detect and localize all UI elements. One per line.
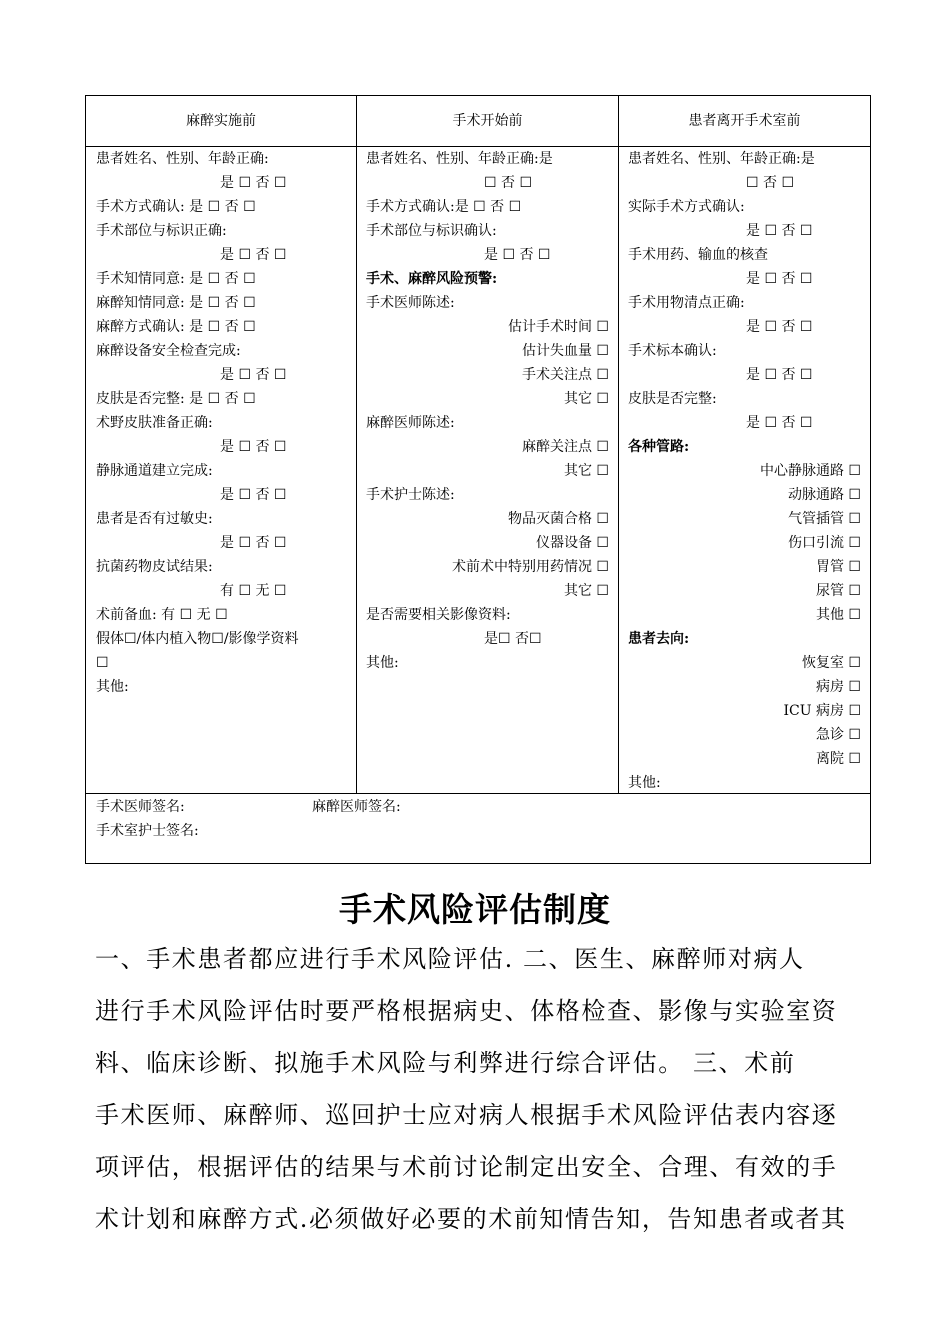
checklist-line: 手术标本确认:	[628, 343, 717, 359]
anesthetist-signature-label: 麻醉医师签名:	[312, 799, 401, 815]
policy-line: 料、临床诊断、拟施手术风险与利弊进行综合评估。 三、术前	[95, 1049, 796, 1077]
surgeon-signature-label: 手术医师签名:	[96, 799, 185, 815]
checklist-line: 其他:	[96, 679, 129, 695]
checklist-line: 其他:	[366, 655, 399, 671]
checklist-line: 假体☐/体内植入物☐/影像学资料	[96, 631, 299, 647]
checklist-line: 手术方式确认: 是 ☐ 否 ☐	[96, 199, 256, 215]
checklist-line: 其它 ☐	[563, 583, 609, 599]
checklist-line: 患者姓名、性别、年龄正确:是	[366, 151, 553, 167]
checklist-line: 其他:	[628, 775, 661, 791]
header-before-leaving-or: 患者离开手术室前	[688, 113, 801, 129]
checklist-line: ☐ 否 ☐	[746, 175, 795, 191]
checklist-line: 是 ☐ 否 ☐	[220, 175, 287, 191]
checklist-line: ☐ 否 ☐	[484, 175, 533, 191]
checklist-line: 动脉通路 ☐	[787, 487, 861, 503]
policy-line: 项评估，根据评估的结果与术前讨论制定出安全、合理、有效的手	[95, 1153, 838, 1181]
checklist-line: ICU 病房 ☐	[783, 703, 861, 719]
checklist-line: 离院 ☐	[815, 751, 861, 767]
checklist-line: 手术方式确认:是 ☐ 否 ☐	[366, 199, 522, 215]
checklist-line: 中心静脉通路 ☐	[759, 463, 861, 479]
header-before-surgery: 手术开始前	[452, 113, 523, 129]
checklist-line: 是 ☐ 否 ☐	[220, 535, 287, 551]
checklist-line: 手术部位与标识正确:	[96, 223, 227, 239]
checklist-line: 患者姓名、性别、年龄正确:是	[628, 151, 815, 167]
column-divider-2	[618, 96, 619, 793]
page-title: 手术风险评估制度	[339, 890, 611, 929]
checklist-line: 术野皮肤准备正确:	[96, 415, 213, 431]
checklist-line: 麻醉方式确认: 是 ☐ 否 ☐	[96, 319, 256, 335]
checklist-line: 是 ☐ 否 ☐	[746, 367, 813, 383]
checklist-line: 手术用药、输血的核查	[628, 247, 768, 263]
header-before-anesthesia: 麻醉实施前	[186, 113, 256, 129]
checklist-line: 各种管路:	[628, 439, 690, 455]
checklist-line: ☐	[96, 655, 109, 671]
checklist-line: 病房 ☐	[815, 679, 861, 695]
checklist-line: 皮肤是否完整: 是 ☐ 否 ☐	[96, 391, 256, 407]
checklist-line: 仪器设备 ☐	[535, 535, 609, 551]
checklist-line: 有 ☐ 无 ☐	[220, 583, 287, 599]
checklist-line: 是 ☐ 否 ☐	[746, 271, 813, 287]
checklist-line: 是 ☐ 否 ☐	[220, 367, 287, 383]
checklist-line: 静脉通道建立完成:	[96, 463, 213, 479]
checklist-line: 是 ☐ 否 ☐	[746, 319, 813, 335]
policy-line: 进行手术风险评估时要严格根据病史、体格检查、影像与实验室资	[95, 997, 838, 1025]
checklist-line: 是 ☐ 否 ☐	[484, 247, 551, 263]
checklist-line: 手术用物清点正确:	[628, 295, 745, 311]
checklist-line: 气管插管 ☐	[787, 511, 861, 527]
checklist-line: 是 ☐ 否 ☐	[746, 415, 813, 431]
before-surgery-column	[366, 147, 609, 675]
checklist-line: 手术护士陈述:	[366, 487, 455, 503]
checklist-line: 手术知情同意: 是 ☐ 否 ☐	[96, 271, 256, 287]
checklist-line: 抗菌药物皮试结果:	[96, 559, 213, 575]
checklist-line: 急诊 ☐	[815, 727, 861, 743]
checklist-line: 是 ☐ 否 ☐	[220, 439, 287, 455]
checklist-line: 麻醉医师陈述:	[366, 415, 455, 431]
column-divider-1	[356, 96, 357, 793]
policy-paragraph	[95, 933, 855, 1245]
checklist-line: 是 ☐ 否 ☐	[220, 487, 287, 503]
checklist-line: 伤口引流 ☐	[787, 535, 861, 551]
policy-line: 术计划和麻醉方式.必须做好必要的术前知情告知，告知患者或者其	[95, 1205, 847, 1233]
nurse-signature-label: 手术室护士签名:	[96, 823, 199, 839]
checklist-line: 恢复室 ☐	[801, 655, 861, 671]
checklist-line: 是 ☐ 否 ☐	[746, 223, 813, 239]
checklist-line: 胃管 ☐	[815, 559, 861, 575]
checklist-line: 其他 ☐	[815, 607, 861, 623]
checklist-line: 皮肤是否完整:	[628, 391, 717, 407]
checklist-line: 是 ☐ 否 ☐	[220, 247, 287, 263]
checklist-line: 其它 ☐	[563, 391, 609, 407]
checklist-line: 患者姓名、性别、年龄正确:	[96, 151, 269, 167]
checklist-line: 麻醉设备安全检查完成:	[96, 343, 241, 359]
checklist-line: 患者去向:	[628, 631, 690, 647]
checklist-line: 实际手术方式确认:	[628, 199, 745, 215]
checklist-line: 患者是否有过敏史:	[96, 511, 213, 527]
checklist-line: 是否需要相关影像资料:	[366, 607, 511, 623]
checklist-line: 估计失血量 ☐	[521, 343, 609, 359]
surgical-safety-checklist	[85, 95, 871, 864]
checklist-line: 物品灭菌合格 ☐	[507, 511, 609, 527]
policy-line: 手术医师、麻醉师、巡回护士应对病人根据手术风险评估表内容逐	[95, 1101, 838, 1129]
checklist-line: 手术医师陈述:	[366, 295, 455, 311]
checklist-line: 麻醉关注点 ☐	[521, 439, 609, 455]
checklist-line: 尿管 ☐	[815, 583, 861, 599]
before-leaving-column	[628, 147, 861, 795]
checklist-line: 其它 ☐	[563, 463, 609, 479]
checklist-line: 估计手术时间 ☐	[507, 319, 609, 335]
checklist-line: 是☐ 否☐	[484, 631, 542, 647]
policy-line: 一、手术患者都应进行手术风险评估. 二、医生、麻醉师对病人	[95, 945, 805, 973]
checklist-line: 手术部位与标识确认:	[366, 223, 497, 239]
checklist-line: 手术、麻醉风险预警:	[366, 271, 498, 287]
checklist-line: 术前备血: 有 ☐ 无 ☐	[96, 607, 228, 623]
before-anesthesia-column	[96, 147, 348, 699]
checklist-line: 麻醉知情同意: 是 ☐ 否 ☐	[96, 295, 256, 311]
checklist-line: 术前术中特别用药情况 ☐	[451, 559, 609, 575]
checklist-line: 手术关注点 ☐	[521, 367, 609, 383]
